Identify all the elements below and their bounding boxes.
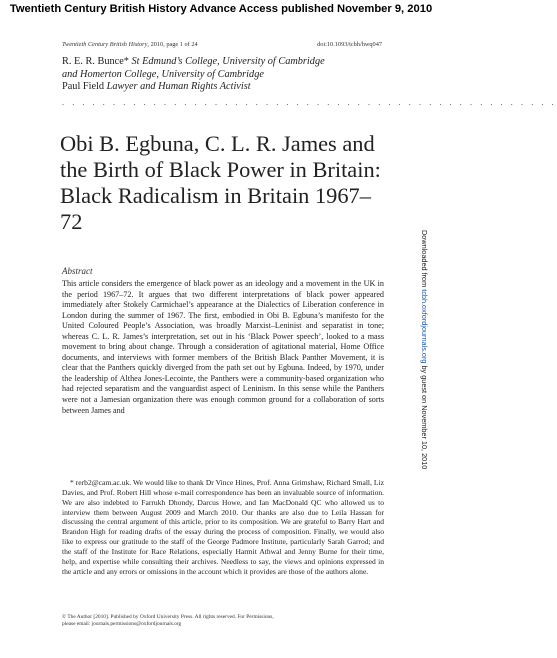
download-notice xyxy=(420,230,429,469)
article-title: Obi B. Egbuna, C. L. R. James and the Birth of Black Power in Britain: Black Radicalism in Britain 1967–72 xyxy=(60,131,381,234)
abstract-text: This article considers the emergence of black power as an ideology and a movement in the UK in the period 1967–72. It argues that two different interpretations of black power appeared immediately after Stokely Carmichael’s appearance at the Dialectics of Liberation conference in London during the summer of 1967. The first, embodied in Obi B. Egbuna’s manifesto for the United Coloured People’s Association, was broadly Marxist–Leninist and separatist in tone; whereas C. L. R. James’s interpretation, set out in his ‘Black Power speech’, looked to a mass movement to bring about change. Through a consideration of agitational material, Home Office documents, and interviews with former members of the British Black Panther Movement, it is clear that the Panthers quickly diverged from the path set out by Egbuna. Indeed, by 1970, under the leadership of Althea Jones-Lecointe, the Panthers were a community-based organization who had rejected separatism and the vanguardist aspect of Leninism. In this sense while the Panthers were not a Jamesian organization there was enough common ground for a collaboration of sorts between James and xyxy=(62,279,384,415)
journal-name: Twentieth Century British History xyxy=(62,41,148,48)
author-name: Paul Field xyxy=(62,81,105,93)
page-info: , 2010, page 1 of 24 xyxy=(147,41,198,48)
journal-site-link[interactable]: tcbh.oxfordjournals.org xyxy=(420,289,429,364)
doi: doi:10.1093/tcbh/hwq047 xyxy=(317,41,382,48)
author-line-1 xyxy=(62,56,392,69)
copyright-line-1: © The Author [2010]. Published by Oxford University Press. All rights reserved. For Permissions, xyxy=(62,614,274,620)
running-head xyxy=(62,41,382,48)
dotted-divider: . . . . . . . . . . . . . . . . . . . . . . . . . . . . . . . . . . . . . . . . . . . . . . . . . xyxy=(62,98,557,107)
author-affiliation: and Homerton College, University of Cambridge xyxy=(62,68,264,80)
author-affiliation: St Edmund’s College, University of Cambridge xyxy=(131,56,325,67)
author-affiliation: Lawyer and Human Rights Activist xyxy=(106,81,251,93)
download-sidebar xyxy=(417,230,429,590)
author-line-3 xyxy=(62,81,392,94)
acknowledgement-footnote: * rerb2@cam.ac.uk. We would like to thank Dr Vince Hines, Prof. Anna Grimshaw, Richard Small, Liz Davies, and Prof. Robert Hill whose e-mail correspondence has been an invaluable source of information. We are also indebted to Farrukh Dhondy, Darcus Howe, and Ian MacDonald QC who allowed us to interview them between August 2009 and March 2010. Our thanks are also due to Leila Hassan for discussing the central argument of this article, prior to its composition. We are grateful to Barry Hart and Brandon High for reading drafts of the essay during the process of composition. Finally, we would also like to express our gratitude to the staff of the George Padmore Institute, particularly Sarah Garrod; and the staff of the Institute for Race Relations, especially Harmit Athwal and Jenny Burne for their time, help, and expertise while consulting their archives. Needless to say, the views and opinions expressed in the article and any errors or omissions in the account which it provides are those of the authors alone. xyxy=(62,478,384,576)
copyright-line-2: please email: journals.permissions@oxfordjournals.org xyxy=(62,621,182,628)
author-line-2 xyxy=(62,69,392,82)
author-name: R. E. R. Bunce* xyxy=(62,56,129,67)
abstract-heading: Abstract xyxy=(62,266,93,276)
advance-access-banner: Twentieth Century British History Advance Access published November 9, 2010 xyxy=(9,3,433,15)
copyright-notice xyxy=(62,614,384,629)
author-block xyxy=(62,56,392,94)
download-prefix: Downloaded from xyxy=(420,230,429,290)
download-suffix: by guest on November 10, 2010 xyxy=(420,363,429,470)
